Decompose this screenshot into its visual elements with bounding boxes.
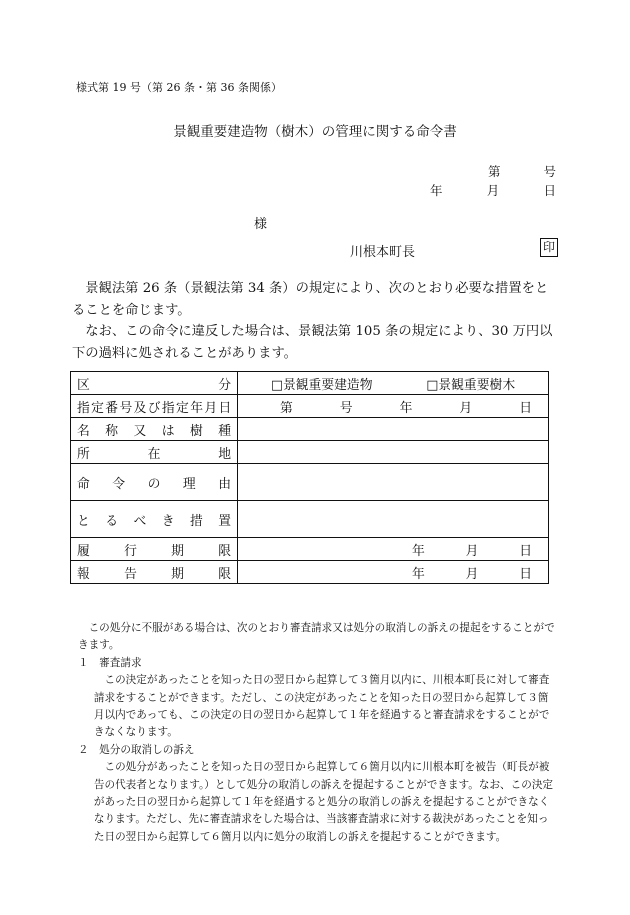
row-label-location: 所在地 [71, 441, 238, 464]
date-year: 年 [430, 183, 443, 198]
section-heading-lawsuit: ２ 処分の取消しの訴え [78, 743, 195, 756]
performance-deadline-cell [238, 538, 549, 561]
category-option-building: □景観重要建造物 [270, 377, 373, 393]
location-cell [238, 441, 549, 464]
row-label-measures: とるべき措置 [71, 501, 238, 538]
row-label-category: 区分 [71, 372, 238, 395]
section-text-review: この決定があったことを知った日の翌日から起算して３箇月以内に、川根本町長に対して審査請求をすることができます。ただし、この決定があったことを知った日の翌日から起算して３箇月以内であっても、この決定の日の翌日から起算して１年を経過すると審査請求をすることができなくなります。 [93, 674, 550, 739]
table-row [71, 441, 549, 464]
cell-year: 年 [412, 543, 425, 559]
table-row [71, 372, 549, 395]
body-text [72, 278, 558, 364]
cell-year: 年 [399, 400, 413, 416]
date-month: 月 [486, 183, 500, 198]
section-heading-review: １ 審査請求 [78, 656, 142, 669]
cell-day: 日 [519, 543, 532, 559]
table-row [71, 561, 549, 584]
doc-no-go: 号 [543, 164, 556, 179]
name-cell [238, 418, 549, 441]
doc-no-dai: 第 [488, 164, 501, 179]
table-row [71, 464, 549, 501]
cell-day: 日 [519, 400, 532, 416]
category-option-tree: □景観重要樹木 [426, 377, 516, 393]
appeal-notes [78, 620, 558, 846]
form-number: 様式第 19 号（第 26 条・第 36 条関係） [76, 81, 282, 94]
issuer-name: 川根本町長 [350, 245, 416, 260]
order-table [70, 371, 549, 584]
report-deadline-cell [238, 561, 549, 584]
addressee-suffix: 様 [254, 217, 268, 232]
row-label-designation: 指定番号及び指定年月日 [71, 395, 238, 418]
date-day: 日 [543, 183, 556, 198]
notes-lead: この処分に不服がある場合は、次のとおり審査請求又は処分の取消しの訴えの提起をすることができます。 [78, 622, 555, 652]
document-date [430, 181, 556, 199]
cell-year: 年 [412, 566, 425, 582]
row-label-name: 名称又は樹種 [71, 418, 238, 441]
row-label-performance-deadline: 履行期限 [71, 538, 238, 561]
cell-month: 月 [459, 400, 473, 416]
cell-dai: 第 [280, 400, 293, 416]
cell-go: 号 [339, 400, 353, 416]
body-paragraph: なお、この命令に違反した場合は、景観法第 105 条の規定により、30 万円以下の過料に処されることがあります。 [72, 324, 553, 361]
seal-box: 印 [540, 238, 558, 257]
reason-cell [238, 464, 549, 501]
document-number [488, 162, 556, 180]
body-paragraph: 景観法第 26 条（景観法第 34 条）の規定により、次のとおり必要な措置をとることを命じます。 [72, 281, 549, 318]
designation-cell [238, 395, 549, 418]
category-cell [238, 372, 549, 395]
cell-day: 日 [519, 566, 532, 582]
section-text-lawsuit: この処分があったことを知った日の翌日から起算して６箇月以内に川根本町を被告（町長が被告の代表者となります。）として処分の取消しの訴えを提起することができます。なお、この決定があった日の翌日から起算して１年を経過すると処分の取消しの訴えを提起することができなくなります。ただし、先に審査請求をした場合は、当該審査請求に対する裁決があったことを知った日の翌日から起算して６箇月以内に処分の取消しの訴えを提起することができます。 [93, 761, 554, 843]
cell-month: 月 [465, 543, 479, 559]
document-title: 景観重要建造物（樹木）の管理に関する命令書 [173, 124, 457, 140]
table-row [71, 501, 549, 538]
row-label-report-deadline: 報告期限 [71, 561, 238, 584]
table-row [71, 418, 549, 441]
cell-month: 月 [465, 566, 479, 582]
row-label-reason: 命令の理由 [71, 464, 238, 501]
table-row [71, 538, 549, 561]
measures-cell [238, 501, 549, 538]
table-row [71, 395, 549, 418]
